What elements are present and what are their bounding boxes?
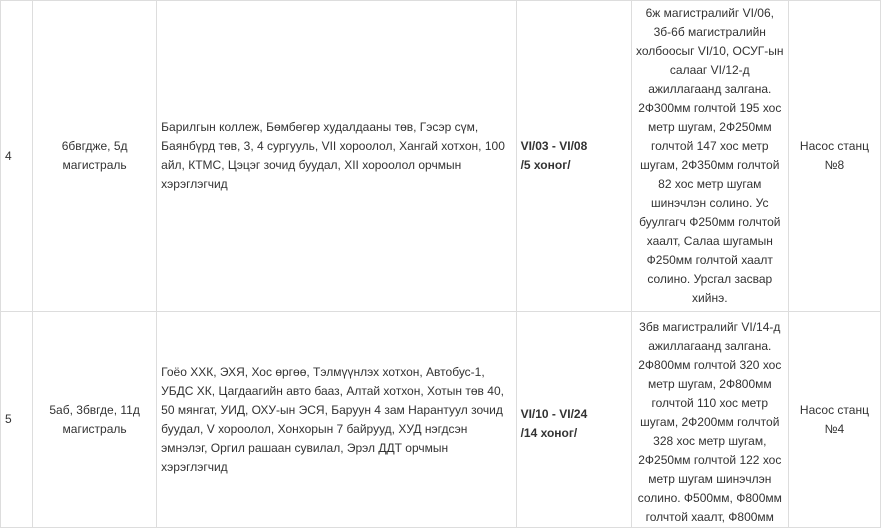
pump-station-cell: Насос станц №8 — [788, 1, 880, 312]
main-line-cell: 6бвгдже, 5д магистраль — [33, 1, 157, 312]
work-description-cell: 6ж магистралийг VI/06, 3б-6б магистралийн холбоосыг VI/10, ОСУГ-ын салааг VI/12-д ажиллагаанд залгана. 2Ф300мм голчтой 195 хос метр шугам, 2Ф250мм голчтой 147 хос метр шугам, 2Ф350мм голчтой 82 хос метр шугам шинэчлэн солино. Ус буулгагч Ф250мм голчтой хаалт, Салаа шугамын Ф250мм голчтой хаалт солино. Урсгал засвар хийнэ. — [631, 1, 788, 312]
duration: /5 хоног/ — [520, 158, 571, 172]
date-cell — [516, 312, 631, 528]
table-row — [1, 1, 881, 312]
table-row — [1, 312, 881, 528]
pump-station-cell: Насос станц №4 — [788, 312, 880, 528]
affected-area-cell: Барилгын коллеж, Бөмбөгөр худалдааны төв, Гэсэр сүм, Баянбүрд төв, 3, 4 сургууль, VII хороолол, Хангай хотхон, 100 айл, КТМС, Цэцэг зочид буудал, XII хороолол орчмын хэрэглэгчид — [157, 1, 516, 312]
work-description-cell: 3бв магистралийг VI/14-д ажиллагаанд залгана. 2Ф800мм голчтой 320 хос метр шугам, 2Ф800мм голчтой 110 хос метр шугам, 2Ф200мм голчтой 328 хос метр шугам, 2Ф250мм голчтой 122 хос метр шугам шинэчлэн солино. Ф500мм, Ф800мм голчтой хаалт, Ф800мм — [631, 312, 788, 528]
row-number: 5 — [1, 312, 33, 528]
date-range: VI/03 - VI/08 — [520, 139, 588, 153]
row-number: 4 — [1, 1, 33, 312]
date-cell — [516, 1, 631, 312]
affected-area-cell: Гоёо ХХК, ЭХЯ, Хос өргөө, Тэлмүүнлэх хотхон, Автобус-1, УБДС ХК, Цагдаагийн авто бааз, Алтай хотхон, Хотын төв 40, 50 мянгат, УИД, ОХУ-ын ЭСЯ, Баруун 4 зам Нарантуул зочид буудал, V хороолол, Хонхорын 7 байрууд, ХУД нэгдсэн эмнэлэг, Оргил рашаан сувилал, Эрэл ДДТ орчмын хэрэглэгчид — [157, 312, 516, 528]
date-range: VI/10 - VI/24 — [520, 406, 588, 421]
main-line-cell: 5аб, 3бвгде, 11д магистраль — [33, 312, 157, 528]
duration: /14 хоног/ — [520, 425, 578, 440]
